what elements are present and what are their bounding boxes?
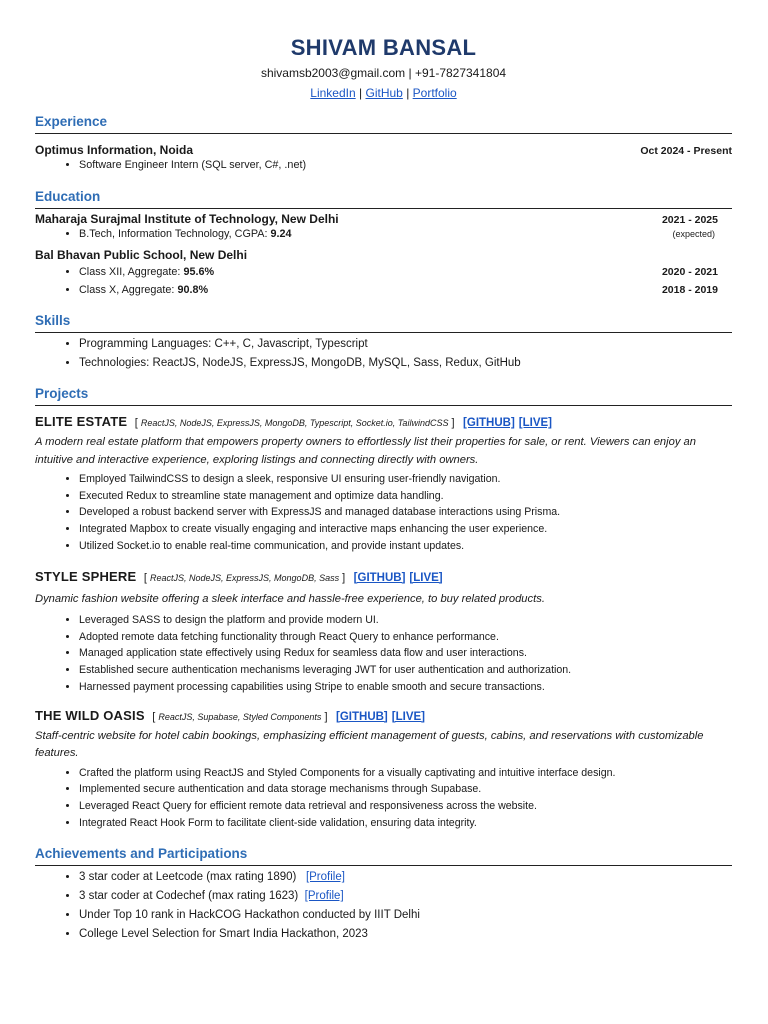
project-style-sphere-header: [35, 568, 732, 587]
live-project-link[interactable]: [LIVE]: [409, 571, 443, 584]
education-degree-row: [35, 226, 732, 243]
codechef-profile-link[interactable]: [Profile]: [304, 890, 344, 903]
list-item: • Programming Languages: C++, C, Javascript, Typescript: [79, 335, 732, 354]
project-bullets: [35, 765, 732, 832]
experience-bullets: [35, 157, 732, 174]
achievements-heading-block: [35, 845, 732, 866]
class10-value: 90.8%: [177, 284, 209, 296]
list-item: • Under Top 10 rank in HackCOG Hackathon conducted by IIIT Delhi: [79, 906, 732, 925]
experience-heading-block: [35, 113, 732, 134]
projects-heading-block: [35, 385, 732, 406]
skills-heading: Skills: [35, 313, 71, 328]
project-title: THE WILD OASIS: [35, 707, 145, 723]
list-item: • Crafted the platform using ReactJS and Styled Components for a visually captivating and intuitive interface design.: [79, 765, 732, 782]
achievement-text: 3 star coder at Codechef (max rating 1623): [79, 890, 299, 903]
skills-list: [35, 335, 732, 373]
experience-heading: Experience: [35, 114, 108, 129]
education-heading-block: [35, 188, 732, 209]
list-item: [79, 868, 732, 887]
list-item: [79, 887, 732, 906]
project-description: Staff-centric website for hotel cabin bookings, emphasizing efficient management of guests, cabins, and reservations with customizable features.: [35, 729, 704, 760]
experience-org: Optimus Information, Noida: [35, 143, 193, 157]
list-item: • Executed Redux to streamline state management and optimize data handling.: [79, 488, 732, 505]
bracket-close: ]: [321, 710, 328, 723]
portfolio-link[interactable]: Portfolio: [412, 86, 457, 100]
degree-bullets: [35, 226, 291, 243]
degree-text: B.Tech, Information Technology, CGPA:: [79, 228, 271, 240]
list-item: • Adopted remote data fetching functionality through React Query to enhance performance.: [79, 629, 732, 646]
skills-heading-block: [35, 312, 732, 333]
school1-name: Maharaja Surajmal Institute of Technology, New Delhi: [35, 212, 339, 226]
list-item: • Software Engineer Intern (SQL server, C#, .net): [79, 157, 732, 174]
link-separator: |: [359, 86, 363, 100]
github-project-link[interactable]: [GITHUB]: [336, 710, 388, 723]
list-item: • Implemented secure authentication and data storage mechanisms through Supabase.: [79, 781, 732, 798]
achievements-heading: Achievements and Participations: [35, 846, 248, 862]
class12-date: 2020 - 2021: [661, 266, 718, 278]
class12-value: 95.6%: [183, 266, 215, 278]
expected-note: (expected): [672, 229, 715, 239]
project-description: A modern real estate platform that empowers property owners to effortlessly list their properties for sale, or rent. Viewers can enjoy an intuitive and interactive experience, exploring listings and connecting directly with owners.: [35, 436, 696, 466]
cgpa-value: 9.24: [270, 228, 292, 240]
project-title: ELITE ESTATE: [35, 414, 128, 429]
list-item: [79, 282, 208, 299]
class10-bullets: [35, 282, 208, 299]
list-item: • Leveraged SASS to design the platform and provide modern UI.: [79, 612, 732, 629]
project-bullets: [35, 471, 732, 555]
school1-date: 2021 - 2025: [661, 214, 718, 226]
experience-row: [35, 143, 732, 157]
class12-bullets: [35, 264, 214, 281]
education-row-school1: [35, 212, 732, 226]
achievement-text: 3 star coder at Leetcode (max rating 1890): [79, 871, 297, 884]
linkedin-link[interactable]: LinkedIn: [310, 86, 356, 100]
list-item: • Developed a robust backend server with ExpressJS and managed database interactions using Prisma.: [79, 504, 732, 521]
project-tech-stack: ReactJS, Supabase, Styled Components: [158, 711, 322, 722]
project-wild-oasis-header: [35, 707, 732, 726]
leetcode-profile-link[interactable]: [Profile]: [305, 871, 345, 884]
profile-links: [35, 85, 732, 101]
project-title: STYLE SPHERE: [35, 568, 137, 584]
list-item: • College Level Selection for Smart India Hackathon, 2023: [79, 925, 732, 944]
experience-date: Oct 2024 - Present: [640, 145, 732, 157]
list-item: • Leveraged React Query for efficient remote data retrieval and responsiveness across the website.: [79, 798, 732, 815]
list-item: • Established secure authentication mechanisms leveraging JWT for user authentication and authorization.: [79, 662, 732, 679]
github-project-link[interactable]: [GITHUB]: [463, 417, 515, 429]
link-separator: |: [406, 86, 410, 100]
list-item: • Employed TailwindCSS to design a sleek, responsive UI ensuring user-friendly navigation.: [79, 471, 732, 488]
class10-text: Class X, Aggregate:: [79, 284, 178, 296]
class10-date: 2018 - 2019: [661, 284, 718, 296]
project-elite-estate-header: [35, 413, 732, 432]
list-item: • Utilized Socket.io to enable real-time communication, and provide instant updates.: [79, 538, 732, 555]
projects-heading: Projects: [35, 386, 89, 401]
candidate-name: SHIVAM BANSAL: [290, 35, 477, 60]
bracket-open: [: [149, 710, 159, 723]
project-bullets: [35, 612, 732, 696]
github-project-link[interactable]: [GITHUB]: [353, 571, 406, 584]
list-item: • Integrated React Hook Form to facilitate client-side validation, ensuring data integrity.: [79, 815, 732, 832]
list-item: • Integrated Mapbox to create visually engaging and interactive maps enhancing the user experience.: [79, 521, 732, 538]
bracket-open: [: [131, 417, 141, 429]
project-tech-stack: ReactJS, NodeJS, ExpressJS, MongoDB, Typescript, Socket.io, TailwindCSS: [140, 418, 449, 428]
list-item: • Technologies: ReactJS, NodeJS, ExpressJS, MongoDB, MySQL, Sass, Redux, GitHub: [79, 354, 732, 373]
achievements-list: [35, 868, 732, 944]
class12-text: Class XII, Aggregate:: [79, 266, 184, 278]
list-item: [79, 264, 214, 281]
bracket-close: ]: [339, 571, 346, 584]
list-item: [79, 226, 291, 243]
list-item: • Managed application state effectively using Redux for seamless data flow and user interactions.: [79, 645, 732, 662]
list-item: • Harnessed payment processing capabilities using Stripe to enable smooth and secure transactions.: [79, 679, 732, 696]
bracket-close: ]: [448, 417, 455, 429]
project-description: Dynamic fashion website offering a sleek interface and hassle-free experience, to buy related products.: [35, 592, 545, 605]
github-link[interactable]: GitHub: [365, 86, 403, 100]
live-project-link[interactable]: [LIVE]: [518, 417, 553, 429]
bracket-open: [: [140, 571, 150, 584]
project-tech-stack: ReactJS, NodeJS, ExpressJS, MongoDB, Sass: [150, 572, 340, 583]
live-project-link[interactable]: [LIVE]: [391, 710, 425, 723]
school2-name: Bal Bhavan Public School, New Delhi: [35, 248, 248, 262]
education-heading: Education: [35, 189, 101, 204]
education-row-class10: [35, 282, 732, 299]
education-row-class12: [35, 264, 732, 281]
contact-line: shivamsb2003@gmail.com | +91-7827341804: [260, 66, 507, 80]
